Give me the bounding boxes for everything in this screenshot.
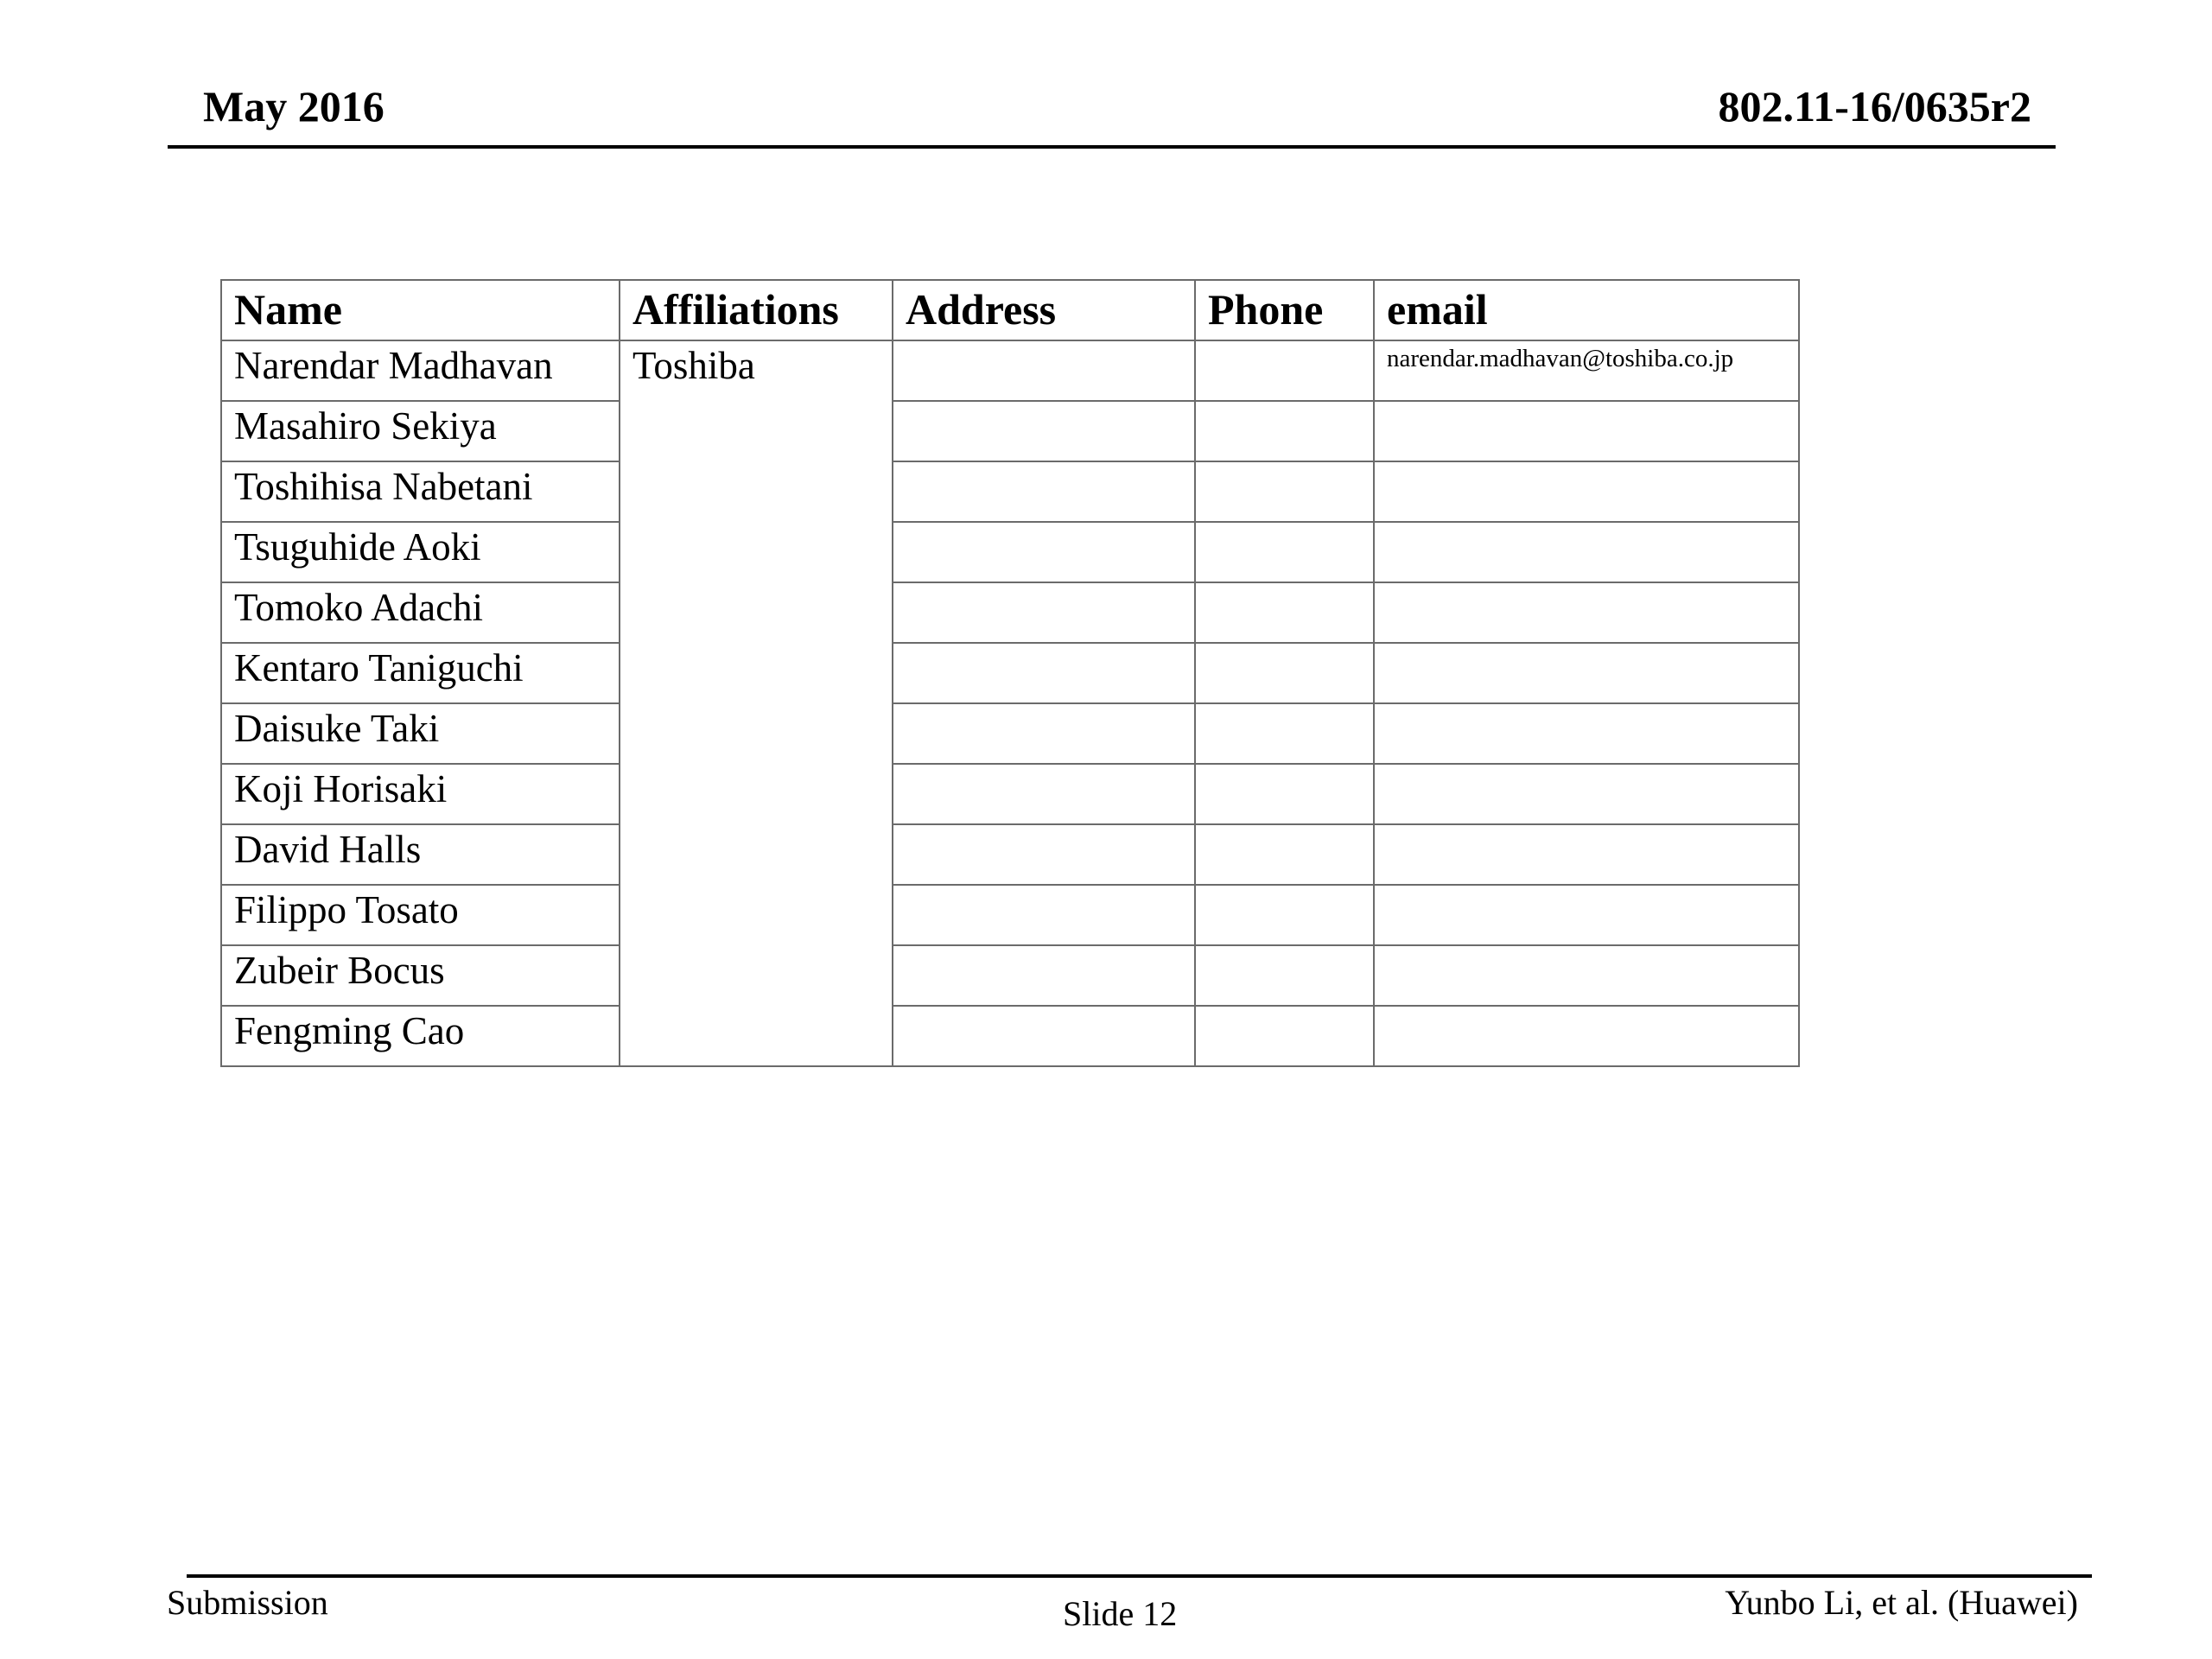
cell-name: Filippo Tosato: [221, 885, 620, 945]
table-row: [221, 461, 1799, 522]
table-row: [221, 824, 1799, 885]
footer-submission: Submission: [167, 1583, 328, 1622]
table-row: [221, 764, 1799, 824]
cell-address: [893, 340, 1195, 401]
column-header-phone: Phone: [1195, 280, 1374, 340]
table-row: [221, 1006, 1799, 1066]
cell-address: [893, 703, 1195, 764]
cell-name: Koji Horisaki: [221, 764, 620, 824]
table-row: [221, 582, 1799, 643]
column-header-email: email: [1374, 280, 1799, 340]
cell-email: [1374, 401, 1799, 461]
header-doc-id: 802.11-16/0635r2: [1718, 82, 2031, 130]
table-header-row: [221, 280, 1799, 340]
table-row: [221, 703, 1799, 764]
cell-name: Narendar Madhavan: [221, 340, 620, 401]
header-date: May 2016: [203, 82, 385, 130]
column-header-affiliations: Affiliations: [620, 280, 893, 340]
cell-phone: [1195, 824, 1374, 885]
cell-name: Toshihisa Nabetani: [221, 461, 620, 522]
footer-authors: Yunbo Li, et al. (Huawei): [1725, 1583, 2078, 1622]
cell-address: [893, 824, 1195, 885]
cell-email: [1374, 1006, 1799, 1066]
cell-email: [1374, 522, 1799, 582]
cell-address: [893, 1006, 1195, 1066]
cell-name: Zubeir Bocus: [221, 945, 620, 1006]
cell-phone: [1195, 885, 1374, 945]
table-row: [221, 340, 1799, 401]
footer-rule: [187, 1574, 2092, 1578]
cell-email: [1374, 945, 1799, 1006]
cell-address: [893, 522, 1195, 582]
table-row: [221, 945, 1799, 1006]
table-row: [221, 522, 1799, 582]
cell-phone: [1195, 1006, 1374, 1066]
table-row: [221, 401, 1799, 461]
header-rule: [168, 145, 2056, 149]
cell-name: Tomoko Adachi: [221, 582, 620, 643]
cell-email: [1374, 824, 1799, 885]
cell-email: [1374, 643, 1799, 703]
cell-email: [1374, 703, 1799, 764]
cell-email: [1374, 764, 1799, 824]
cell-email: [1374, 582, 1799, 643]
cell-phone: [1195, 764, 1374, 824]
column-header-address: Address: [893, 280, 1195, 340]
cell-name: Kentaro Taniguchi: [221, 643, 620, 703]
cell-phone: [1195, 522, 1374, 582]
cell-email: [1374, 885, 1799, 945]
contacts-table: [220, 279, 1800, 1067]
footer-slide-number: Slide 12: [1063, 1594, 1178, 1633]
cell-phone: [1195, 401, 1374, 461]
cell-address: [893, 401, 1195, 461]
cell-address: [893, 643, 1195, 703]
table-body: [221, 340, 1799, 1066]
cell-email: [1374, 461, 1799, 522]
cell-address: [893, 461, 1195, 522]
cell-name: Daisuke Taki: [221, 703, 620, 764]
cell-name: Masahiro Sekiya: [221, 401, 620, 461]
cell-phone: [1195, 340, 1374, 401]
cell-name: Tsuguhide Aoki: [221, 522, 620, 582]
table-row: [221, 643, 1799, 703]
cell-phone: [1195, 945, 1374, 1006]
table-row: [221, 885, 1799, 945]
cell-address: [893, 764, 1195, 824]
cell-name: Fengming Cao: [221, 1006, 620, 1066]
cell-phone: [1195, 703, 1374, 764]
cell-phone: [1195, 582, 1374, 643]
cell-address: [893, 885, 1195, 945]
cell-address: [893, 945, 1195, 1006]
column-header-name: Name: [221, 280, 620, 340]
cell-affiliation: Toshiba: [620, 340, 893, 1066]
cell-name: David Halls: [221, 824, 620, 885]
cell-phone: [1195, 461, 1374, 522]
cell-address: [893, 582, 1195, 643]
cell-email: narendar.madhavan@toshiba.co.jp: [1374, 340, 1799, 401]
cell-phone: [1195, 643, 1374, 703]
